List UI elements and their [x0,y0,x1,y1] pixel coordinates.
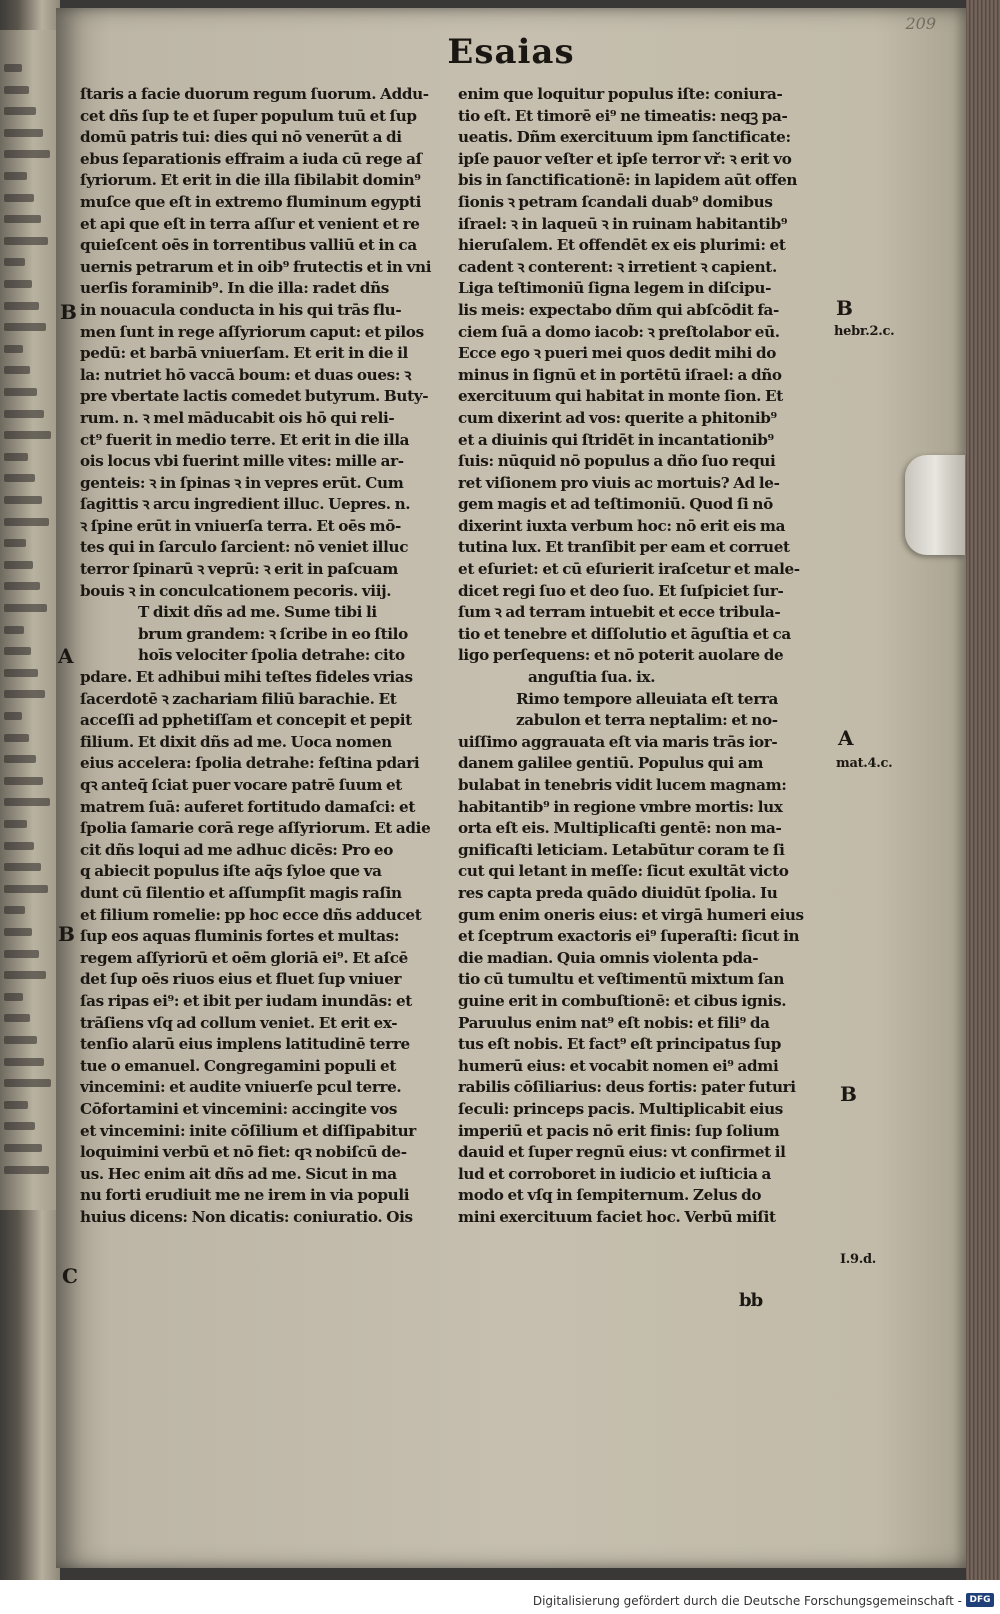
text-line: dicet regi ſuo et deo ſuo. Et ſuſpiciet ſur- [458,581,784,600]
previous-page-strip [0,30,56,1210]
previous-page-line [4,928,32,936]
left-text-column [80,84,452,1228]
previous-page-line [4,86,29,94]
text-line: quieſcent oēs in torrentibus valliū et in ca [80,236,417,255]
text-line: tutina lux. Et tranſibit per eam et corruet [458,538,790,557]
previous-page-line [4,366,30,374]
previous-page-line [4,107,36,115]
margin-note-io: I.9.d. [840,1252,876,1267]
text-line: uerſis foraminib⁹. In die illa: radet dñs [80,279,389,298]
text-line: et eſuriet: et cū eſurierit iraſcetur et male- [458,560,800,579]
section-marker-a: A [58,644,74,668]
text-line: domū patris tui: dies qui nō venerūt a di [80,128,402,147]
text-line: Cōfortamini et vincemini: accingite vos [80,1099,398,1118]
previous-page-line [4,496,42,504]
margin-note-mat: mat.4.c. [836,756,893,771]
text-line: dixerint iuxta verbum hoc: nō erit eis ma [458,516,786,535]
previous-page-line [4,626,24,634]
text-line: ligo perſequens: et nō poterit auolare de [458,646,784,665]
previous-page-line [4,798,50,806]
text-line: hoīs velociter ſpolia detrahe: cito [138,646,405,665]
text-line: us. Hec enim ait dñs ad me. Sicut in ma [80,1164,397,1183]
text-line: ſyriorum. Et erit in die illa ſibilabit domin⁹ [80,171,421,190]
section-marker-c: C [62,1264,78,1288]
previous-page-line [4,194,34,202]
text-line: genteis: ꝛ in ſpinas ꝛ in vepres erūt. Cum [80,473,404,492]
text-line: ſtaris a facie duorum regum ſuorum. Addu- [80,85,429,103]
previous-page-line [4,518,49,526]
previous-page-line [4,604,47,612]
text-line: et ſceptrum exactoris ei⁹ ſuperaſti: ſicut in [458,927,800,946]
text-line: ſup eos aquas fluminis fortes et multas: [80,927,400,946]
text-line: loquimini verbū et nō fiet: qꝛ nobiſcū de- [80,1143,407,1162]
text-line: cum dixerint ad vos: querite a phitonib⁹ [458,408,777,427]
previous-page-line [4,172,27,180]
text-line: dauid et ſuper regnū eius: vt confirmet il [458,1143,786,1162]
text-line: Rimo tempore alleuiata eſt terra [516,689,778,708]
text-line: enim que loquitur populus iſte: coniura- [458,85,783,103]
text-line: ueatis. Dñm exercituum ipm ſanctificate: [458,128,791,147]
text-line: bis in ſanctificationē: in lapidem aūt offen [458,171,798,190]
previous-page-line [4,690,45,698]
text-line: brum grandem: ꝛ ſcribe in eo ſtilo [138,624,408,643]
signature-mark: bb [739,1290,763,1311]
previous-page-line [4,388,37,396]
text-line: bouis ꝛ in conculcationem pecoris. viij. [80,581,392,600]
text-line: cadent ꝛ conterent: ꝛ irretient ꝛ capient. [458,257,777,276]
text-line: terror ſpinarū ꝛ veprū: ꝛ erit in paſcuam [80,560,398,579]
text-line: ſas ripas ei⁹: et ibit per iudam inundās: et [80,991,412,1010]
text-line: trāſiens vſq ad collum veniet. Et erit ex- [80,1013,398,1032]
text-line: nu forti erudiuit me ne irem in via populi [80,1186,410,1205]
text-line: ſacerdotē ꝛ zachariam filiū barachie. Et [80,689,397,708]
text-line: ois locus vbi fuerint mille vites: mille ar- [80,452,404,471]
text-line: tus eſt nobis. Et fact⁹ eſt principatus ſup [458,1035,781,1054]
previous-page-line [4,1036,37,1044]
text-line: Paruulus enim nat⁹ eſt nobis: et fili⁹ da [458,1013,770,1032]
text-line: hieruſalem. Et offendēt ex eis plurimi: et [458,236,786,255]
text-line: habitantib⁹ in regione vmbre mortis: lux [458,797,783,816]
text-line: modo et vſq in ſempiternum. Zelus do [458,1186,762,1205]
previous-page-line [4,993,23,1001]
page-clip [905,455,965,555]
previous-page-line [4,1144,42,1152]
text-line: rum. n. ꝛ mel māducabit ois hō qui reli- [80,408,395,427]
text-line: cut qui letant in meſſe: ſicut exultāt victo [458,862,789,881]
previous-page-line [4,712,22,720]
text-line: uernis petrarum et in oib⁹ frutectis et in vni [80,257,432,276]
previous-page-line [4,345,23,353]
previous-page-line [4,474,35,482]
text-line: mini exercituum faciet hoc. Verbū miſit [458,1207,776,1226]
text-line: ſionis ꝛ petram ſcandali duab⁹ domibus [458,192,773,211]
text-line: cet dñs ſup te et ſuper populum tuū et ſup [80,106,417,125]
previous-page-line [4,669,38,677]
previous-page-line [4,1122,35,1130]
previous-page-line [4,237,48,245]
book-fore-edge [966,0,1000,1580]
text-line: matrem ſuā: auferet fortitudo damaſci: et [80,797,415,816]
text-line: pdare. Et adhibui mihi teſtes fideles vrias [80,668,413,687]
text-line: bulabat in tenebris vidit lucem magnam: [458,776,787,794]
text-line: ſeculi: princeps pacis. Multiplicabit eius [458,1099,783,1118]
previous-page-line [4,258,25,266]
text-line: ꝛ ſpine erūt in vniuerſa terra. Et oēs mō- [80,516,401,535]
text-line: tenſio alarū eius implens latitudinē terre [80,1035,410,1054]
text-line: tio et tenebre et diſſolutio et āguſtia et ca [458,624,791,643]
text-line: ciem ſuā a domo iacob: ꝛ preſtolabor eū. [458,322,780,341]
previous-page-line [4,150,50,158]
section-marker-b: B [60,300,77,324]
previous-page-line [4,302,39,310]
text-line: lud et corroboret in iudicio et iuſticia a [458,1164,772,1183]
previous-page-line [4,777,43,785]
text-line: Liga teſtimoniū ſigna legem in diſcipu- [458,279,772,298]
previous-page-line [4,1014,30,1022]
text-line: exercituum qui habitat in monte ſion. Et [458,387,783,406]
text-line: tio eſt. Et timorē ei⁹ ne timeatis: neqꝫ pa- [458,106,788,125]
text-line: ſagittis ꝛ arcu ingredient illuc. Uepres. n. [80,495,411,514]
text-line: cit dñs loqui ad me adhuc dicēs: Pro eo [80,840,394,859]
text-line: uiſſimo aggrauata eſt via maris trās ior- [458,732,778,751]
text-line: pre vbertate lactis comedet butyrum. Buty- [80,387,429,406]
text-line: ſuis: nūquid nō populus a dño ſuo requi [458,452,776,471]
section-marker-b2: B [58,922,75,946]
text-line: minus in ſignū et in portētū iſrael: a dño [458,365,782,384]
previous-page-line [4,842,34,850]
previous-page-line [4,755,36,763]
footer-credit: Digitalisierung gefördert durch die Deutsche Forschungsgemeinschaft - [532,1594,962,1608]
text-line: T dixit dñs ad me. Sume tibi li [138,603,377,622]
text-line: det ſup oēs riuos eius et fluet ſup vniuer [80,970,402,989]
text-line: anguſtia ſua. ix. [528,668,656,687]
text-line: ſum ꝛ ad terram intuebit et ecce tribula- [458,603,781,622]
book-page [56,8,966,1568]
previous-page-line [4,820,27,828]
text-line: tio cū tumultu et veſtimentū mixtum ſan [458,970,785,989]
previous-page-line [4,1166,49,1174]
text-line: tue o emanuel. Congregamini populi et [80,1056,396,1075]
text-line: gnificaſti leticiam. Letabūtur coram te ſi [458,840,785,859]
text-line: huius dicens: Non dicatis: coniuratio. Ois [80,1207,413,1226]
text-line: ipſe pauor veſter et ipſe terror vř: ꝛ erit vo [458,149,792,168]
text-line: zabulon et terra neptalim: et no- [516,711,778,730]
text-line: imperiū et pacis nō erit finis: ſup ſolium [458,1121,780,1140]
margin-note-hebr: hebr.2.c. [834,324,895,339]
text-line: lis meis: expectabo dñm qui abſcōdit fa- [458,300,779,319]
text-line: muſce que eſt in extremo fluminum egypti [80,192,422,211]
text-line: danem galilee gentiū. Populus qui am [458,754,764,773]
text-line: filium. Et dixit dñs ad me. Uoca nomen [80,732,392,751]
text-line: ſpolia ſamarie corā rege aſſyriorum. Et adie [80,819,431,838]
previous-page-line [4,539,26,547]
previous-page-line [4,734,29,742]
text-line: et vincemini: inite cōſilium et diſſipabitur [80,1121,416,1140]
section-marker-right-b: B [836,296,853,320]
text-line: die madian. Quia omnis violenta pda- [458,948,759,967]
text-line: la: nutriet hō vaccā boum: et duas oues: ꝛ [80,365,411,384]
footer-bar [0,1588,1000,1614]
previous-page-line [4,410,44,418]
text-line: qꝛ anteq̄ ſciat puer vocare patrē ſuum et [80,776,402,794]
text-line: humerū eius: et vocabit nomen ei⁹ admi [458,1056,779,1075]
text-line: acceſſi ad pphetiſſam et concepit et pepit [80,711,412,730]
text-line: q abiecit populus iſte aq̄s ſyloe que va [80,862,382,881]
running-title: Esaias [447,32,575,72]
previous-page-line [4,453,28,461]
previous-page-line [4,647,31,655]
text-line: in nouacula conducta in his qui trās flu- [80,300,402,319]
text-line: ct⁹ fuerit in medio terre. Et erit in die illa [80,430,410,449]
text-line: rabilis cōſiliarius: deus fortis: pater futuri [458,1078,796,1097]
previous-page-line [4,323,46,331]
folio-number: 209 [905,14,936,33]
previous-page-line [4,863,41,871]
text-line: vincemini: et audite vniuerſe pcul terre. [80,1078,402,1097]
text-line: guine erit in combuſtionē: et cibus ignis. [458,991,787,1010]
text-line: men ſunt in rege aſſyriorum caput: et pilos [80,322,424,341]
previous-page-line [4,1079,51,1087]
previous-page-line [4,582,40,590]
previous-page-line [4,950,39,958]
dfg-logo: DFG [966,1593,994,1607]
section-marker-right-b2: B [840,1082,857,1106]
previous-page-line [4,906,25,914]
text-line: gum enim oneris eius: et virgā humeri eius [458,905,804,924]
text-line: pedū: et barbā vniuerſam. Et erit in die il [80,344,408,363]
text-line: iſrael: ꝛ in laqueū ꝛ in ruinam habitantib⁹ [458,214,788,233]
text-line: gem magis et ad teſtimoniū. Quod ſi nō [458,495,773,514]
text-line: orta eſt eis. Multiplicaſti gentē: non ma- [458,819,782,838]
previous-page-line [4,215,41,223]
section-marker-right-a: A [838,726,854,750]
text-line: et a diuinis qui ſtridēt in incantationib⁹ [458,430,774,449]
text-line: dunt cū ſilentio et aſſumpſit magis raſin [80,883,402,902]
right-text-column [458,84,830,1228]
text-line: eius accelera: ſpolia detrahe: feſtina pdari [80,754,420,773]
previous-page-line [4,64,22,72]
previous-page-line [4,885,48,893]
text-line: tes qui in ſarculo ſarcient: nō veniet illuc [80,538,409,557]
text-line: ret viſionem pro viuis ac mortuis? Ad le- [458,473,780,492]
previous-page-line [4,431,51,439]
text-line: Ecce ego ꝛ pueri mei quos dedit mihi do [458,344,777,363]
previous-page-line [4,561,33,569]
text-line: et api que eſt in terra aſſur et venient et re [80,214,420,233]
previous-page-line [4,129,43,137]
previous-page-line [4,280,32,288]
text-line: ebus ſeparationis effraim a iuda cū rege aſ [80,149,422,168]
previous-page-line [4,1101,28,1109]
previous-page-line [4,1058,44,1066]
previous-page-line [4,971,46,979]
text-line: regem aſſyriorū et oēm gloriā ei⁹. Et aſcē [80,948,408,967]
text-line: et filium romelie: pp hoc ecce dñs adducet [80,905,422,924]
text-line: res capta preda quādo diuidūt ſpolia. Iu [458,883,778,902]
